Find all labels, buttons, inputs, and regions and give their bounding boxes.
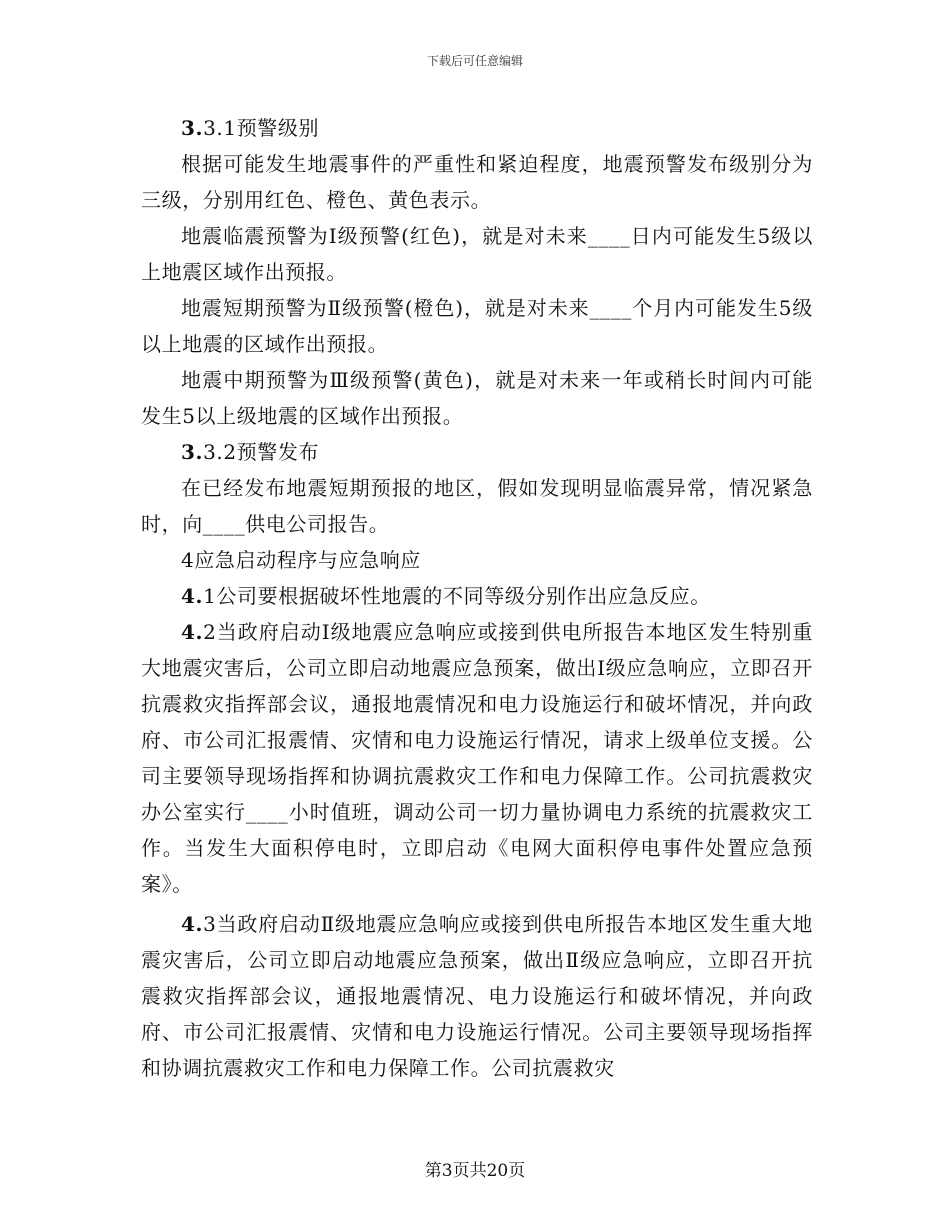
section-number: 4. — [181, 912, 204, 936]
paragraph-text: 在已经发布地震短期预报的地区，假如发现明显临震异常，情况紧急时，向____供电公司报告。 — [141, 476, 813, 536]
page-header-note: 下载后可任意编辑 — [426, 54, 523, 68]
paragraph-text: 根据可能发生地震事件的严重性和紧迫程度，地震预警发布级别分为三级，分别用红色、橙色、黄色表示。 — [141, 152, 813, 212]
paragraph-text: 地震短期预警为Ⅱ级预警(橙色)，就是对未来____个月内可能发生5级以上地震的区域作出预报。 — [141, 296, 813, 356]
document-body — [141, 110, 813, 1086]
paragraph-text: 3.2预警发布 — [203, 440, 320, 464]
paragraph — [141, 906, 813, 1086]
paragraph-text: 3当政府启动Ⅱ级地震应急响应或接到供电所报告本地区发生重大地震灾害后，公司立即启动地震应急预案，做出Ⅱ级应急响应，立即召开抗震救灾指挥部会议，通报地震情况、电力设施运行和破坏情况，并向政府、市公司汇报震情、灾情和电力设施运行情况。公司主要领导现场指挥和协调抗震救灾工作和电力保障工作。公司抗震救灾 — [141, 912, 813, 1080]
section-heading-emergency-response — [141, 542, 813, 578]
page-number-footer: 第3页共20页 — [424, 1161, 526, 1181]
section-number: 4. — [181, 584, 204, 608]
paragraph — [141, 614, 813, 902]
paragraph — [141, 146, 813, 218]
paragraph-text: 地震临震预警为Ⅰ级预警(红色)，就是对未来____日内可能发生5级以上地震区域作出预报。 — [141, 224, 813, 284]
paragraph — [141, 362, 813, 434]
paragraph — [141, 470, 813, 542]
subsection-heading-warning-levels — [141, 110, 813, 146]
subsection-heading-warning-release — [141, 434, 813, 470]
paragraph — [141, 290, 813, 362]
paragraph — [141, 578, 813, 614]
section-number: 3. — [181, 116, 204, 140]
paragraph-text: 4应急启动程序与应急响应 — [181, 548, 421, 572]
paragraph-text: 地震中期预警为Ⅲ级预警(黄色)，就是对未来一年或稍长时间内可能发生5以上级地震的区域作出预报。 — [141, 368, 813, 428]
paragraph-text: 2当政府启动Ⅰ级地震应急响应或接到供电所报告本地区发生特别重大地震灾害后，公司立即启动地震应急预案，做出Ⅰ级应急响应，立即召开抗震救灾指挥部会议，通报地震情况和电力设施运行和破坏情况，并向政府、市公司汇报震情、灾情和电力设施运行情况，请求上级单位支援。公司主要领导现场指挥和协调抗震救灾工作和电力保障工作。公司抗震救灾办公室实行____小时值班，调动公司一切力量协调电力系统的抗震救灾工作。当发生大面积停电时，立即启动《电网大面积停电事件处置应急预案》。 — [141, 620, 813, 896]
paragraph-text: 3.1预警级别 — [203, 116, 320, 140]
section-number: 3. — [181, 440, 204, 464]
section-number: 4. — [181, 620, 204, 644]
paragraph — [141, 218, 813, 290]
paragraph-text: 1公司要根据破坏性地震的不同等级分别作出应急反应。 — [203, 584, 711, 608]
